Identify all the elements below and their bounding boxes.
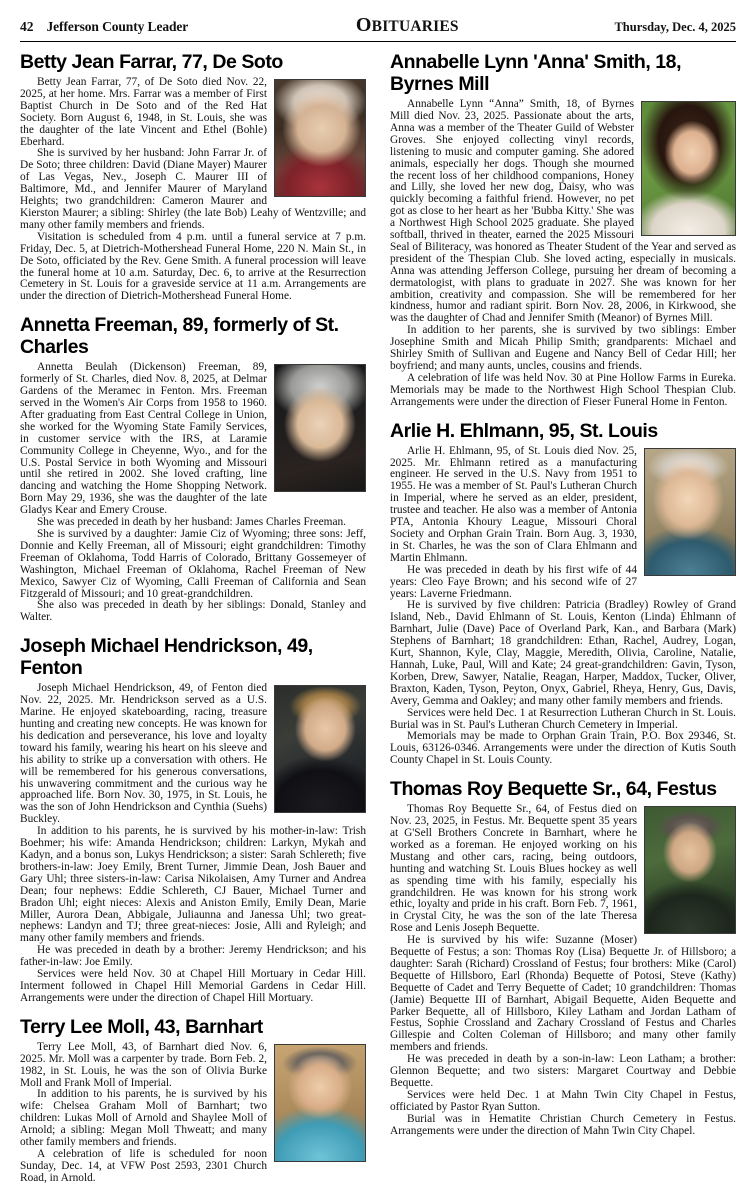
left-column <box>20 51 366 1184</box>
obituary-paragraph: In addition to his parents, he is survived by his wife: Chelsea Graham Moll of Barnhart; two children: Lukas Moll of Arnold and Shaylee Moll of Arnold; a sibling: Megan Moll Thweatt; and many other family members and friends. <box>20 1088 267 1149</box>
obituary-paragraph: Annabelle Lynn “Anna” Smith, 18, of Byrnes Mill died Nov. 23, 2025. Passionate about the arts, Anna was a member of the Theater Guild of Webster Groves. She enjoyed collecting vinyl records, listening to music and computer gaming. She adored animals, especially her dogs. Though she mourned the recent loss of her childhood companions, Honey and Lilly, she loved her new dog, Daisy, who was quickly becoming a faithful friend. However, no pet got as close to her heart as her 'Bubba Kitty.' She was a Northwest High School 2025 graduate. She played softball, thrived in theater, earned the 2025 Missouri Seal of Biliteracy, was honored as Theater Student of the Year and served as president of the Thespian Club. She loved acting, especially in musicals. Anna was attending Jefferson College, pursuing her dream of becoming a dermatologist, with plans to graduate in 2027. She was known for her ambition, creativity and compassion. She will be remembered for her kindness, humor and radiant spirit. Born Nov. 28, 2006, in Kirkwood, she was the daughter of Chad and Jennifer Smith (Meanor) of Byrnes Mill. <box>390 98 736 325</box>
obituary-annetta-freeman <box>20 314 366 624</box>
obituary-body <box>390 446 736 767</box>
obituary-paragraph: A celebration of life is scheduled for noon Sunday, Dec. 14, at VFW Post 2593, 2301 Church Road, in Arnold. <box>20 1147 267 1184</box>
portrait-thomas-bequette <box>644 806 736 934</box>
obituary-paragraph: In addition to his parents, he is survived by his mother-in-law: Trish Boehmer; his wife: Amanda Hendrickson; children: Larkyn, Mykah and Kadyn, and a bonus son, Lukys Hendrickson; a sister: Sarah Schlereth; five brothers-in-law: Joey Emily, Brent Turner, Jimmie Dean, Josh Bauer and Gary Uhl; three sisters-in-law: Carisa Nikolaisen, Amy Turner and Andrea Dean; four nephews: Eddie Schlereth, CJ Bauer, Michael Turner and Bradon Uhl; eight nieces: Alexis and Aniston Emily, Emily Dean, Marie Miller, Aurora Dean, Abbigale, Juliaunna and Janessa Uhl; two great-nephews: Landyn and TJ; three great-nieces: Josie, Alli and Ryleigh; and many other family members and friends. <box>20 825 366 945</box>
obituary-paragraph: He was preceded in death by his first wife of 44 years: Cleo Faye Brown; and his second wife of 27 years: Laverne Friedmann. <box>390 563 637 600</box>
page-number: 42 <box>20 19 34 34</box>
obituary-paragraph: Memorials may be made to Orphan Grain Train, P.O. Box 29346, St. Louis, 63126-0346. Arrangements were under the direction of Kutis South County Chapel in St. Louis County. <box>390 730 736 767</box>
portrait-image <box>645 449 735 575</box>
obituary-body <box>20 1042 366 1185</box>
portrait-betty-jean-farrar <box>274 79 366 197</box>
obituary-body <box>20 77 366 303</box>
portrait-image <box>275 365 365 491</box>
article-columns <box>20 51 736 1184</box>
obituary-paragraph: He was preceded in death by a son-in-law: Leon Latham; a brother: Glennon Bequette; and two sisters: Margaret Courtway and Debbie Bequette. <box>390 1053 736 1089</box>
obituary-headline: Betty Jean Farrar, 77, De Soto <box>20 51 283 73</box>
obituary-headline: Annabelle Lynn 'Anna' Smith, 18, Byrnes Mill <box>390 51 682 96</box>
masthead-left <box>20 19 188 35</box>
portrait-image <box>275 1045 365 1161</box>
obituary-paragraph: Services were held Dec. 1 at Resurrection Lutheran Church in St. Louis. Burial was in St. Paul's Lutheran Church Cemetery in Imperial. <box>390 706 736 731</box>
obituary-paragraph: He is survived by five children: Patricia (Bradley) Rowley of Grand Island, Neb., David Ehlmann of St. Louis, Kenton (Linda) Ehlmann of Barnhart, Julie (Dave) Pace of Overland Park, Kan., and Barbara (Mark) Stephens of Barnhart; 18 grandchildren: Ethan, Rachel, Audrey, Logan, Kurt, Shannon, Kyle, Clay, Maggie, Meredith, Olivia, Caroline, Natalie, Hannah, Luke, Paul, Will and Kate; 24 great-grandchildren: Gavin, Tyson, Korben, Drew, Sawyer, Natalie, Reagan, Harper, Maddox, Tucker, Oliver, Braxton, Kaden, Tyson, Peyton, Onyx, Gabriel, Rheya, Henry, Gus, Davis, Avery, Gemma and Oakley; and many other family members and friends. <box>390 599 736 707</box>
obituary-terry-lee-moll <box>20 1016 366 1185</box>
section-title <box>356 14 459 37</box>
obituary-paragraph: She also was preceded in death by her siblings: Donald, Stanley and Walter. <box>20 599 366 624</box>
page-masthead <box>20 14 736 42</box>
obituary-paragraph: Services were held Nov. 30 at Chapel Hill Mortuary in Cedar Hill. Interment followed in Chapel Hill Memorial Gardens in Cedar Hill. Arrangements were under the direction of Chapel Hill Mortuary. <box>20 968 366 1004</box>
obituary-paragraph: She is survived by a daughter: Jamie Ciz of Wyoming; three sons: Jeff, Donnie and Kelly Freeman, all of Missouri; eight grandchildren: Timothy Freeman of Oklahoma, Todd Harris of Colorado, Brittany Gossemeyer of Washington, Michael Freeman of Oklahoma, Rachel Freeman of New Mexico, Sawyer Ciz of Wyoming, Calli Freeman of California and Sean Fitzgerald of Missouri; and 10 great-grandchildren. <box>20 528 366 600</box>
right-column <box>390 51 736 1137</box>
obituary-paragraph: He is survived by his wife: Suzanne (Moser) Bequette of Festus; a son: Thomas Roy (Lisa) Bequette Jr. of Hillsboro; a daughter: Sarah (Richard) Crossland of Festus; four brothers: Mike (Carol) Bequette of Hillsboro, Earl (Rhonda) Bequette of Potosi, Steve (Kathy) Bequette of Cadet and Terry Bequette of Cadet; 10 grandchildren: Thomas (Jamie) Bequette III of Barnhart, Abigail Bequette, Aiden Bequette and Parker Bequette, all of Hillsboro, Kiley Latham and Jordan Latham of Festus, Sophie Crossland and Zachary Crossland of Festus and Charles Gillespie and Colten Coleman of Hillsboro; and many other family members and friends. <box>390 934 736 1054</box>
obituary-headline: Arlie H. Ehlmann, 95, St. Louis <box>390 419 658 442</box>
obituary-headline: Thomas Roy Bequette Sr., 64, Festus <box>390 778 717 801</box>
issue-date: Thursday, Dec. 4, 2025 <box>614 20 736 34</box>
obituary-annabelle-smith <box>390 51 736 409</box>
obituary-paragraph: Annetta Beulah (Dickenson) Freeman, 89, formerly of St. Charles, died Nov. 8, 2025, at Delmar Gardens of the Meramec in Fenton. Mrs. Freeman served in the Women's Air Corps from 1958 to 1960. After graduating from East Central College in Union, she worked for the Wyoming State Family Services, in customer service with the IRS, at Laramie Community College in Cheyenne, Wyo., and for the U.S. Postal Service in both Wyoming and Missouri until she retired in 2002. She loved crafting, line dancing and watching the Home Shopping Network. Born May 29, 1936, she was the daughter of the late Gladys Kear and Emery Crouse. <box>20 361 267 517</box>
obituary-paragraph: Arlie H. Ehlmann, 95, of St. Louis died Nov. 25, 2025. Mr. Ehlmann retired as a manufacturing engineer. He served in the U.S. Navy from 1951 to 1955. He was a member of St. Paul's Lutheran Church in Imperial, where he served as an elder, president, trustee and teacher. He also was a member of Antonia PTA, Antonia Khoury League, Missouri Choral Society and Orphan Grain Train. Born Aug. 3, 1930, in St. Charles, he was the son of Clara Ehlmann and Martin Ehlmann. <box>390 444 637 564</box>
obituary-betty-jean-farrar <box>20 51 366 303</box>
portrait-image <box>275 80 365 196</box>
obituary-body <box>20 362 366 624</box>
obituary-paragraph: Joseph Michael Hendrickson, 49, of Fenton died Nov. 22, 2025. Mr. Hendrickson served as a U.S. Marine. He enjoyed skateboarding, racing, treasure hunting and creating new concepts. He was known for his dedication and perseverance, his love and loyalty toward his family, wearing his heart on his sleeve and his ability to strike up a conversation with others. He will be remembered for his generous conversations, his unwavering commitment and the curious way he approached life. Born Nov. 30, 1975, in St. Louis, he was the son of John Hendrickson and Cynthia (Suehs) Buckley. <box>20 682 267 826</box>
portrait-image <box>642 102 735 235</box>
obituary-paragraph: A celebration of life was held Nov. 30 at Pine Hollow Farms in Eureka. Memorials may be made to the Northwest High School Thespian Club. Arrangements were under the direction of Fieser Funeral Home in Fenton. <box>390 371 736 408</box>
portrait-image <box>645 807 735 933</box>
obituary-paragraph: Services were held Dec. 1 at Mahn Twin City Chapel in Festus, officiated by Pastor Ryan Sutton. <box>390 1088 736 1113</box>
obituary-thomas-bequette <box>390 778 736 1137</box>
obituary-body <box>390 99 736 409</box>
obituary-paragraph: She is survived by her husband: John Farrar Jr. of De Soto; three children: David (Diane Mayer) Maurer of Las Vegas, Nev., Joseph C. Maurer III of Baltimore, Md., and Jennifer Maurer of Maryland Heights; two grandchildren: Cameron Maurer and Kierston Maurer; a sibling: Shirley (the late Bob) Leahy of Wentzville; and many other family members and friends. <box>20 147 366 231</box>
portrait-joseph-hendrickson <box>274 685 366 813</box>
section-title-dropcap: O <box>355 14 372 36</box>
obituary-paragraph: Thomas Roy Bequette Sr., 64, of Festus died on Nov. 23, 2025, in Festus. Mr. Bequette spent 35 years at G'Sell Brothers Concrete in Barnhart, where he worked as a foreman. He enjoyed working on his Mustang and other cars, racing, being outdoors, hunting and watching St. Louis Blues hockey as well as spending time with his family, especially his grandchildren. He was known for his strong work ethic, loyalty and pride in his craft. Born Feb. 7, 1961, in Crystal City, he was the son of the late Theresa Rose and Lenis Joseph Bequette. <box>390 803 637 935</box>
obituary-headline: Annetta Freeman, 89, formerly of St. Charles <box>20 314 339 359</box>
obituary-paragraph: Terry Lee Moll, 43, of Barnhart died Nov. 6, 2025. Mr. Moll was a carpenter by trade. Born Feb. 2, 1982, in St. Louis, he was the son of Olivia Burke Moll and Frank Moll of Imperial. <box>20 1040 267 1089</box>
obituary-paragraph: Betty Jean Farrar, 77, of De Soto died Nov. 22, 2025, at her home. Mrs. Farrar was a member of First Baptist Church in De Soto and of the Red Hat Society. Born August 6, 1948, in St. Louis, she was the daughter of the late Vincent and Ethel (Bohle) Eberhard. <box>20 76 267 148</box>
portrait-image <box>275 686 365 812</box>
obituary-paragraph: Visitation is scheduled from 4 p.m. until a funeral service at 7 p.m. Friday, Dec. 5, at Dietrich-Mothershead Funeral Home, 220 N. Main St., in De Soto, officiated by the Rev. Gene Smith. A funeral procession will leave the funeral home at 10 a.m. Saturday, Dec. 6, to arrive at the Resurrection Cemetery in St. Louis for a graveside service at 11 a.m. Arrangements are under the direction of Dietrich-Mothershead Funeral Home. <box>20 230 366 303</box>
obituary-body <box>390 804 736 1137</box>
obituary-paragraph: She was preceded in death by her husband: James Charles Freeman. <box>37 516 347 529</box>
portrait-annabelle-smith <box>641 101 736 236</box>
obituary-paragraph: He was preceded in death by a brother: Jeremy Hendrickson; and his father-in-law: Joe Emily. <box>20 944 366 969</box>
obituary-paragraph: Burial was in Hematite Christian Church Cemetery in Festus. Arrangements were under the direction of Mahn Twin City Chapel. <box>390 1112 736 1137</box>
portrait-arlie-ehlmann <box>644 448 736 576</box>
obituary-paragraph: In addition to her parents, she is survived by two siblings: Ember Josephine Smith and Micah Philip Smith; grandparents: Michael and Shirley Smith of Sullivan and Eugene and Nancy Bell of Cedar Hill; her boyfriend; and many aunts, uncles, cousins and friends. <box>390 324 736 372</box>
portrait-terry-lee-moll <box>274 1044 366 1162</box>
obituary-headline: Joseph Michael Hendrickson, 49, Fenton <box>20 635 313 680</box>
obituary-headline: Terry Lee Moll, 43, Barnhart <box>20 1015 263 1038</box>
portrait-annetta-freeman <box>274 364 366 492</box>
obituary-joseph-hendrickson <box>20 635 366 1005</box>
obituary-arlie-ehlmann <box>390 420 736 768</box>
newspaper-name: Jefferson County Leader <box>46 19 189 34</box>
section-title-rest: BITUARIES <box>371 18 459 35</box>
obituary-body <box>20 683 366 1004</box>
